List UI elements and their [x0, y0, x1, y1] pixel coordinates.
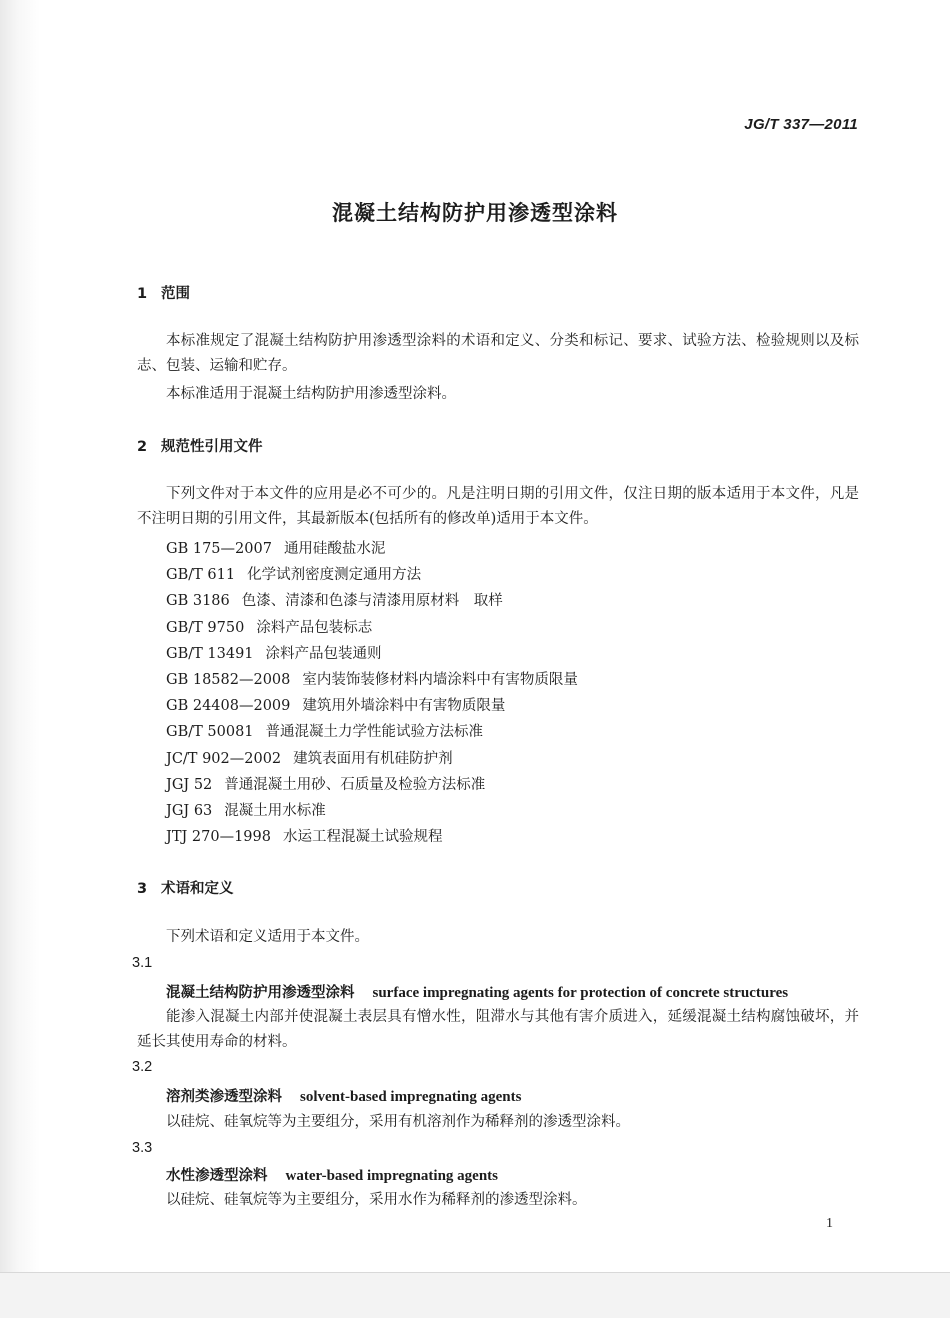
- reference-item: [166, 615, 578, 641]
- reference-title: 建筑用外墙涂料中有害物质限量: [302, 698, 506, 715]
- reference-title: 化学试剂密度测定通用方法: [247, 567, 422, 584]
- clause-number: 3.1: [132, 955, 153, 971]
- section-1-paragraph-1: 本标准规定了混凝土结构防护用渗透型涂料的术语和定义、分类和标记、要求、试验方法、检验规则以及标志、包装、运输和贮存。: [137, 333, 859, 374]
- reference-code: JGJ 52: [166, 776, 213, 793]
- reference-item: [166, 798, 578, 824]
- reference-item: [166, 824, 578, 850]
- reference-title: 涂料产品包装标志: [256, 619, 373, 636]
- reference-item: [166, 719, 578, 745]
- reference-code: GB/T 9750: [166, 619, 245, 636]
- term-english: water-based impregnating agents: [285, 1168, 498, 1184]
- reference-code: GB 175—2007: [166, 541, 272, 557]
- reference-code: JGJ 63: [166, 802, 213, 819]
- reference-item: [166, 667, 578, 693]
- reference-code: JTJ 270—1998: [166, 829, 271, 846]
- term-chinese: 溶剂类渗透型涂料: [166, 1089, 282, 1105]
- clause-number: 3.2: [132, 1059, 153, 1075]
- reference-title: 水运工程混凝土试验规程: [282, 829, 443, 846]
- scan-bottom-edge: [0, 1272, 950, 1318]
- section-2-number: 2: [137, 439, 148, 455]
- section-2-title: 规范性引用文件: [161, 439, 263, 455]
- term-definition: 以硅烷、硅氧烷等为主要组分，采用水作为稀释剂的渗透型涂料。: [166, 1192, 587, 1208]
- reference-code: GB/T 13491: [166, 645, 254, 662]
- reference-item: [166, 772, 578, 798]
- section-1-heading: [137, 282, 190, 303]
- reference-code: GB 18582—2008: [166, 671, 291, 688]
- term-chinese: 混凝土结构防护用渗透型涂料: [166, 985, 355, 1001]
- reference-title: 涂料产品包装通则: [265, 645, 382, 662]
- reference-item: [166, 746, 578, 772]
- reference-title: 色漆、清漆和色漆与清漆用原材料 取样: [241, 593, 503, 610]
- reference-title: 普通混凝土用砂、石质量及检验方法标准: [224, 776, 486, 793]
- page-number: 1: [826, 1216, 833, 1231]
- standard-code: JG/T 337—2011: [744, 116, 858, 133]
- term-english: surface impregnating agents for protection of concrete structures: [372, 985, 789, 1001]
- reference-title: 混凝土用水标准: [224, 802, 326, 819]
- reference-item: [166, 641, 578, 667]
- section-1-number: 1: [137, 286, 148, 302]
- reference-title: 室内装饰装修材料内墙涂料中有害物质限量: [302, 671, 578, 688]
- term-definition: 能渗入混凝土内部并使混凝土表层具有憎水性，阻滞水与其他有害介质进入，延缓混凝土结构腐蚀破坏，并延长其使用寿命的材料。: [137, 1009, 859, 1050]
- reference-code: GB/T 50081: [166, 724, 254, 741]
- reference-item: [166, 536, 578, 562]
- section-3-intro: 下列术语和定义适用于本文件。: [166, 929, 369, 945]
- section-1-title: 范围: [161, 286, 190, 302]
- section-2-intro: 下列文件对于本文件的应用是必不可少的。凡是注明日期的引用文件，仅注日期的版本适用于本文件，凡是不注明日期的引用文件，其最新版本(包括所有的修改单)适用于本文件。: [137, 486, 859, 527]
- reference-code: JC/T 902—2002: [166, 750, 282, 767]
- reference-item: [166, 588, 578, 614]
- reference-code: GB 3186: [166, 593, 230, 610]
- reference-item: [166, 693, 578, 719]
- section-2-heading: [137, 435, 263, 456]
- clause-number: 3.3: [132, 1140, 153, 1156]
- term-heading: [166, 981, 788, 1002]
- term-definition: 以硅烷、硅氧烷等为主要组分，采用有机溶剂作为稀释剂的渗透型涂料。: [166, 1114, 630, 1130]
- reference-list: [166, 536, 578, 850]
- document-title: 混凝土结构防护用渗透型涂料: [332, 201, 618, 225]
- reference-title: 通用硅酸盐水泥: [283, 541, 386, 557]
- section-3-title: 术语和定义: [161, 881, 234, 897]
- reference-code: GB 24408—2009: [166, 698, 291, 715]
- reference-title: 建筑表面用有机硅防护剂: [293, 750, 453, 767]
- term-heading: [166, 1164, 498, 1185]
- reference-code: GB/T 611: [166, 567, 236, 584]
- term-chinese: 水性渗透型涂料: [166, 1168, 268, 1184]
- section-1-paragraph-2: 本标准适用于混凝土结构防护用渗透型涂料。: [166, 386, 456, 402]
- reference-title: 普通混凝土力学性能试验方法标准: [265, 724, 484, 741]
- term-heading: [166, 1085, 521, 1106]
- reference-item: [166, 562, 578, 588]
- section-3-number: 3: [137, 881, 148, 897]
- term-english: solvent-based impregnating agents: [300, 1089, 522, 1105]
- section-3-heading: [137, 877, 234, 898]
